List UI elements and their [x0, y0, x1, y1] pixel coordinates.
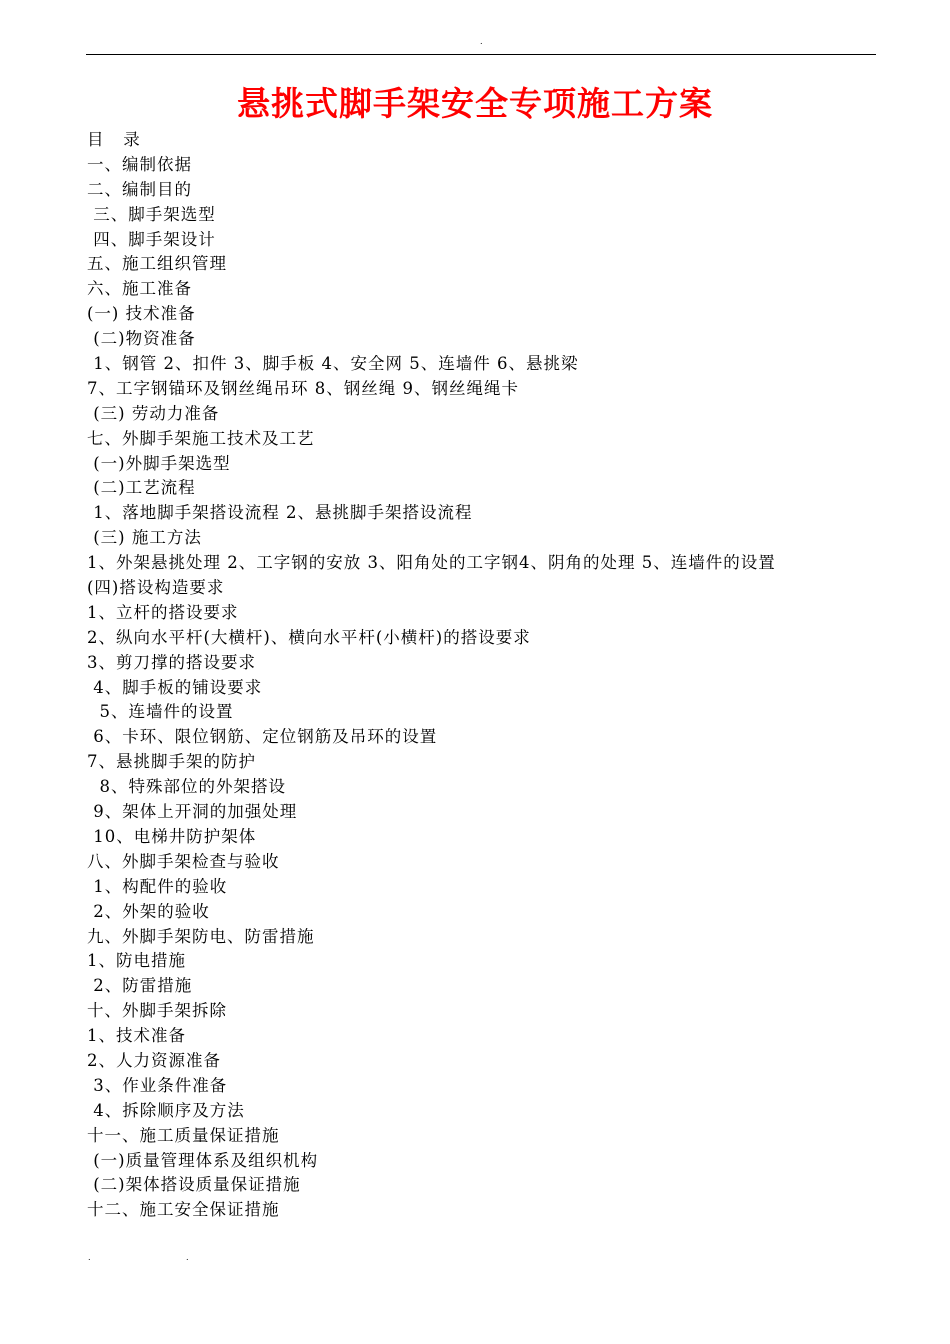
toc-entry: 九、外脚手架防电、防雷措施 [87, 926, 315, 946]
toc-entry: 3、剪刀撑的搭设要求 [87, 652, 256, 672]
toc-entry: 10、电梯井防护架体 [87, 826, 257, 846]
toc-entry: 五、施工组织管理 [87, 254, 227, 274]
header-mark: . [480, 37, 483, 46]
toc-entry: 1、立杆的搭设要求 [87, 602, 239, 622]
toc-entry: 7、悬挑脚手架的防护 [87, 752, 256, 772]
toc-entry: 1、落地脚手架搭设流程 2、悬挑脚手架搭设流程 [87, 503, 473, 523]
toc-entry: 6、卡环、限位钢筋、定位钢筋及吊环的设置 [87, 727, 438, 747]
toc-entry: 十二、施工安全保证措施 [87, 1200, 280, 1220]
toc-entry: (一) 技术准备 [87, 304, 196, 324]
toc-entry: 十一、施工质量保证措施 [87, 1125, 280, 1145]
toc-entry: (三) 劳动力准备 [87, 403, 220, 423]
toc-entry: 1、技术准备 [87, 1026, 186, 1046]
toc-entry: 1、防电措施 [87, 951, 186, 971]
toc-entry: 9、架体上开洞的加强处理 [87, 802, 298, 822]
toc-entry: (一)质量管理体系及组织机构 [87, 1150, 319, 1170]
toc-entry: 3、作业条件准备 [87, 1075, 228, 1095]
toc-entry: 八、外脚手架检查与验收 [87, 851, 280, 871]
toc-heading: 目 录 [87, 130, 141, 149]
toc-entry: 三、脚手架选型 [87, 204, 216, 224]
toc-entry: 六、施工准备 [87, 279, 192, 299]
toc-entry: 5、连墙件的设置 [87, 702, 234, 722]
toc-entry: (一)外脚手架选型 [87, 453, 231, 473]
header-rule [86, 54, 876, 55]
document-title: 悬挑式脚手架安全专项施工方案 [237, 84, 713, 123]
toc-entry: (二)工艺流程 [87, 478, 196, 498]
toc-entry: (四)搭设构造要求 [87, 578, 225, 598]
toc-entry: 4、脚手板的铺设要求 [87, 677, 263, 697]
toc-entry: 1、钢管 2、扣件 3、脚手板 4、安全网 5、连墙件 6、悬挑梁 [87, 354, 579, 374]
toc-entry: 2、人力资源准备 [87, 1050, 221, 1070]
footer-mark-right: . [186, 1253, 189, 1262]
table-of-contents [87, 128, 887, 1223]
toc-entry: 2、纵向水平杆(大横杆)、横向水平杆(小横杆)的搭设要求 [87, 627, 531, 647]
toc-entry: 四、脚手架设计 [87, 229, 216, 249]
toc-entry: (三) 施工方法 [87, 528, 202, 548]
footer-mark-left: . [88, 1253, 91, 1262]
toc-entry: 十、外脚手架拆除 [87, 1001, 227, 1021]
toc-entry: (二)物资准备 [87, 329, 196, 349]
toc-entry: 2、外架的验收 [87, 901, 210, 921]
toc-entry: 7、工字钢锚环及钢丝绳吊环 8、钢丝绳 9、钢丝绳绳卡 [87, 378, 519, 398]
toc-entry: 二、编制目的 [87, 179, 192, 199]
toc-entry: 8、特殊部位的外架搭设 [87, 777, 286, 797]
toc-entry: 2、防雷措施 [87, 976, 193, 996]
toc-entry: 一、编制依据 [87, 154, 192, 174]
toc-entry: 4、拆除顺序及方法 [87, 1100, 245, 1120]
toc-entry: 1、外架悬挑处理 2、工字钢的安放 3、阳角处的工字钢4、阴角的处理 5、连墙件的设置 [87, 553, 776, 573]
toc-entry: (二)架体搭设质量保证措施 [87, 1175, 301, 1195]
toc-entry: 七、外脚手架施工技术及工艺 [87, 428, 315, 448]
toc-entry: 1、构配件的验收 [87, 876, 228, 896]
